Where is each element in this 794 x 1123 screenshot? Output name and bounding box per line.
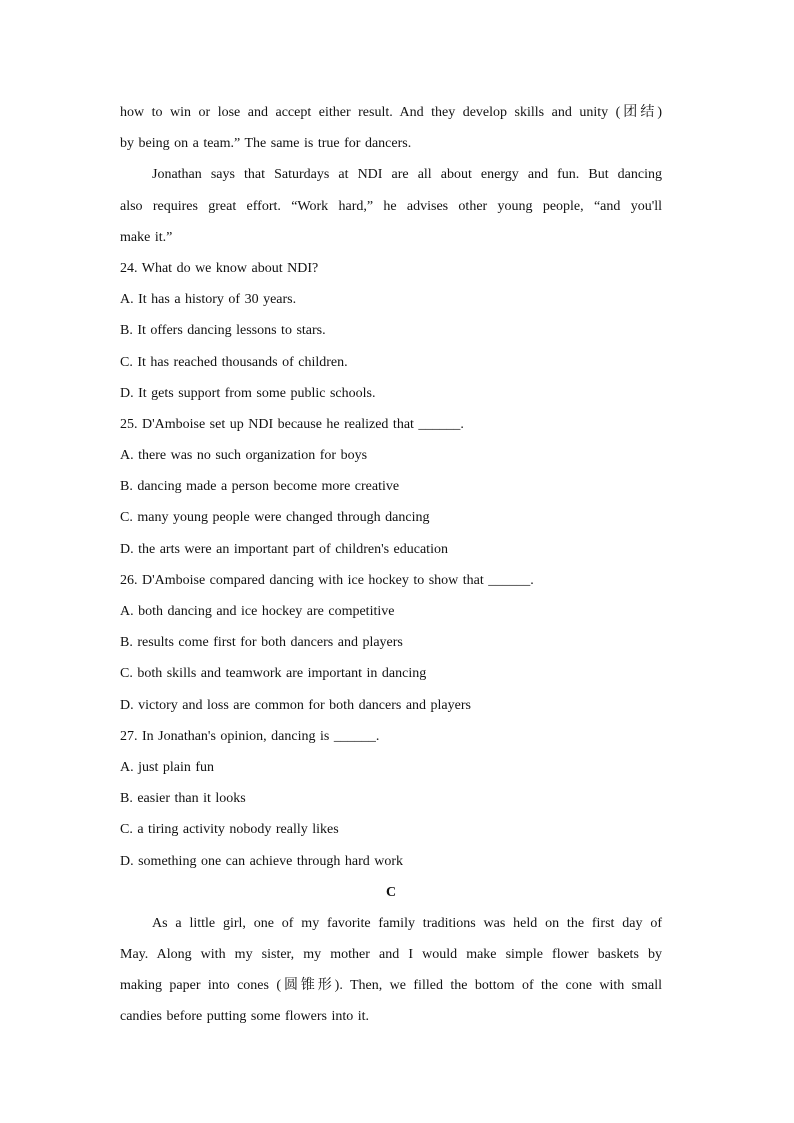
section-c-heading: C xyxy=(385,884,397,900)
question-27-option-a: A. just plain fun xyxy=(120,759,214,775)
question-24-stem: 24. What do we know about NDI? xyxy=(120,260,319,276)
passage-line: candies before putting some flowers into it. xyxy=(120,1009,369,1025)
question-26-option-a: A. both dancing and ice hockey are competitive xyxy=(120,604,395,619)
question-24-option-b: B. It offers dancing lessons to stars. xyxy=(120,323,326,339)
passage-line: May. Along with my sister, my mother and I would make simple flower baskets by xyxy=(120,947,662,963)
question-25-option-b: B. dancing made a person become more creative xyxy=(120,479,400,495)
question-24-option-a: A. It has a history of 30 years. xyxy=(120,292,297,308)
question-25-option-a: A. there was no such organization for boys xyxy=(120,448,368,464)
passage-line: As a little girl, one of my favorite family traditions was held on the first day of xyxy=(152,915,662,931)
question-27-option-b: B. easier than it looks xyxy=(120,791,246,807)
question-26-option-c: C. both skills and teamwork are important in dancing xyxy=(120,666,427,682)
question-25-option-d: D. the arts were an important part of children's education xyxy=(120,541,448,557)
question-26-option-b: B. results come first for both dancers and players xyxy=(120,635,403,651)
page-content xyxy=(120,97,662,1033)
question-25-option-c: C. many young people were changed through dancing xyxy=(120,510,430,526)
question-27-option-d: D. something one can achieve through hard work xyxy=(120,853,404,869)
passage-line: making paper into cones (圆锥形). Then, we filled the bottom of the cone with small xyxy=(120,978,662,994)
question-24-option-c: C. It has reached thousands of children. xyxy=(120,354,348,370)
passage-line: by being on a team.” The same is true for dancers. xyxy=(120,136,412,152)
question-26-stem: 26. D'Amboise compared dancing with ice hockey to show that ______. xyxy=(120,572,534,588)
question-27-option-c: C. a tiring activity nobody really likes xyxy=(120,822,339,838)
question-26-option-d: D. victory and loss are common for both dancers and players xyxy=(120,697,471,713)
passage-line: Jonathan says that Saturdays at NDI are all about energy and fun. But dancing xyxy=(152,167,662,183)
question-25-stem: 25. D'Amboise set up NDI because he realized that ______. xyxy=(120,416,464,432)
question-27-stem: 27. In Jonathan's opinion, dancing is ______. xyxy=(120,728,380,744)
passage-line: also requires great effort. “Work hard,” he advises other young people, “and you'll xyxy=(120,198,662,214)
passage-line: make it.” xyxy=(120,229,173,245)
question-24-option-d: D. It gets support from some public schools. xyxy=(120,385,376,401)
passage-line: how to win or lose and accept either result. And they develop skills and unity (团结) xyxy=(120,105,662,120)
